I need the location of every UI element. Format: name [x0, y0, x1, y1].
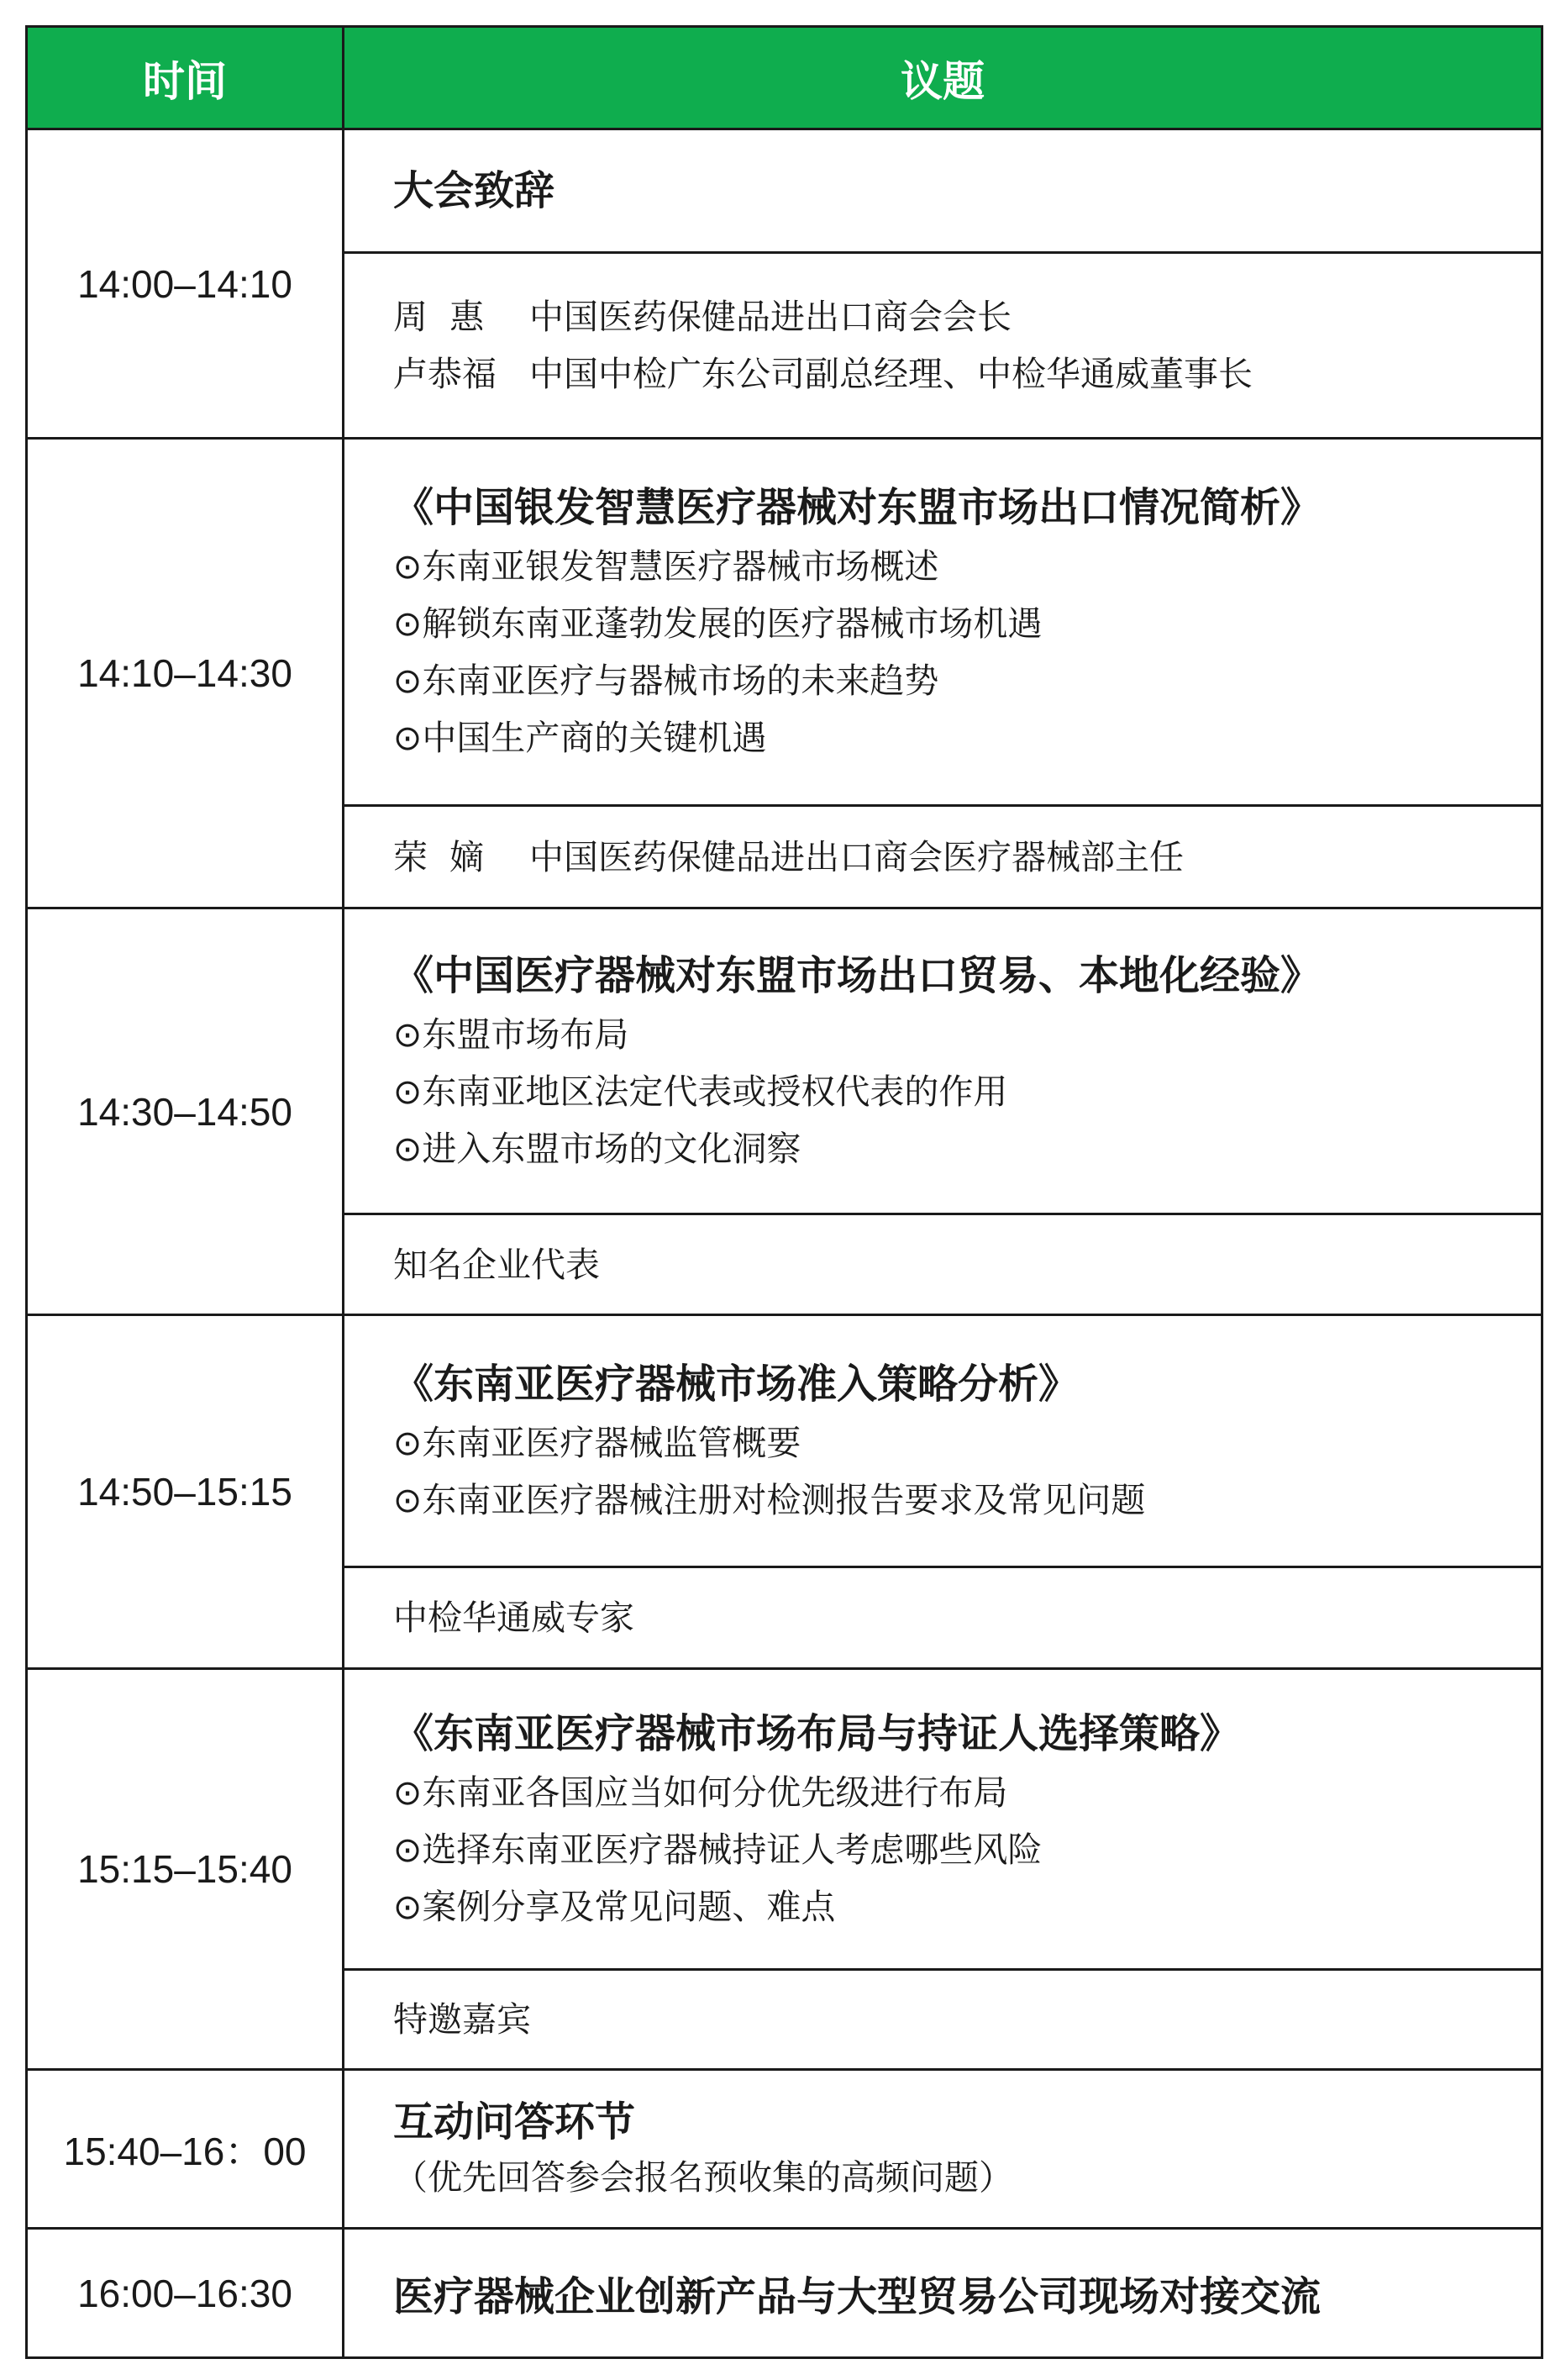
- table-row: [27, 1315, 1542, 1567]
- speaker-role: 中国医药保健品进出口商会会长: [529, 297, 1012, 337]
- session-title: 《东南亚医疗器械市场布局与持证人选择策略》: [393, 1709, 1241, 1757]
- speaker-text: 中检华通威专家: [393, 1598, 634, 1638]
- session-point: ⊙中国生产商的关键机遇: [393, 718, 767, 758]
- session-point: ⊙选择东南亚医疗器械持证人考虑哪些风险: [393, 1829, 1043, 1870]
- session-point: ⊙东南亚各国应当如何分优先级进行布局: [393, 1772, 1008, 1813]
- session-note: （优先回答参会报名预收集的高频问题）: [393, 2157, 1013, 2198]
- session-point: ⊙东南亚地区法定代表或授权代表的作用: [393, 1071, 1008, 1112]
- speaker-name: 荣 嫡: [393, 836, 485, 877]
- speaker-text: 知名企业代表: [393, 1244, 600, 1285]
- session-point: ⊙东南亚医疗器械监管概要: [393, 1422, 801, 1463]
- session-time: 16:00–16:30: [27, 2229, 344, 2358]
- session-title: 互动问答环节: [393, 2098, 636, 2146]
- speaker-role: 中国医药保健品进出口商会医疗器械部主任: [529, 836, 1184, 877]
- session-time: 15:15–15:40: [27, 1669, 344, 2070]
- speaker-line: [393, 829, 1541, 886]
- session-title: 《中国医疗器械对东盟市场出口贸易、本地化经验》: [393, 951, 1322, 999]
- table-row: [27, 129, 1542, 253]
- session-point: ⊙案例分享及常见问题、难点: [393, 1886, 836, 1927]
- speaker-line: [393, 345, 1541, 403]
- session-topic: [344, 129, 1542, 253]
- table-header-row: [27, 27, 1542, 129]
- session-point: ⊙解锁东南亚蓬勃发展的医疗器械市场机遇: [393, 603, 1043, 644]
- header-topic: 议题: [344, 27, 1542, 129]
- speaker-text: 特邀嘉宾: [393, 1999, 531, 2040]
- session-time: 14:30–14:50: [27, 908, 344, 1315]
- session-speakers: [344, 1970, 1542, 2070]
- session-speakers: [344, 806, 1542, 908]
- session-time: 14:00–14:10: [27, 129, 344, 439]
- session-topic: [344, 908, 1542, 1214]
- session-topic: [344, 2070, 1542, 2229]
- session-topic: [344, 439, 1542, 806]
- speaker-role: 中国中检广东公司副总经理、中检华通威董事长: [529, 354, 1253, 394]
- session-title: 《中国银发智慧医疗器械对东盟市场出口情况简析》: [393, 484, 1322, 531]
- session-point: ⊙东南亚医疗器械注册对检测报告要求及常见问题: [393, 1479, 1146, 1520]
- speaker-name: 周 惠: [393, 297, 485, 337]
- session-topic: [344, 1669, 1542, 1970]
- session-point: ⊙东南亚医疗与器械市场的未来趋势: [393, 661, 939, 701]
- session-topic: [344, 1315, 1542, 1567]
- table-row: [27, 1669, 1542, 1970]
- session-title: 医疗器械企业创新产品与大型贸易公司现场对接交流: [393, 2273, 1322, 2320]
- session-speakers: [344, 1214, 1542, 1315]
- session-point: ⊙东盟市场布局: [393, 1014, 629, 1055]
- speaker-line: [393, 288, 1541, 345]
- table-row: [27, 2070, 1542, 2229]
- header-time: 时间: [27, 27, 344, 129]
- session-topic: [344, 2229, 1542, 2358]
- session-time: 14:50–15:15: [27, 1315, 344, 1669]
- session-time: 14:10–14:30: [27, 439, 344, 908]
- session-speakers: [344, 253, 1542, 439]
- agenda-table: [25, 25, 1543, 2359]
- session-time: 15:40–16：00: [27, 2070, 344, 2229]
- session-point: ⊙东南亚银发智慧医疗器械市场概述: [393, 546, 939, 587]
- table-row: [27, 2229, 1542, 2358]
- session-title: 《东南亚医疗器械市场准入策略分析》: [393, 1360, 1080, 1408]
- session-speakers: [344, 1567, 1542, 1669]
- session-title: 大会致辞: [393, 167, 555, 214]
- speaker-name: 卢恭福: [393, 354, 497, 394]
- table-row: [27, 908, 1542, 1214]
- table-row: [27, 439, 1542, 806]
- session-point: ⊙进入东盟市场的文化洞察: [393, 1128, 801, 1169]
